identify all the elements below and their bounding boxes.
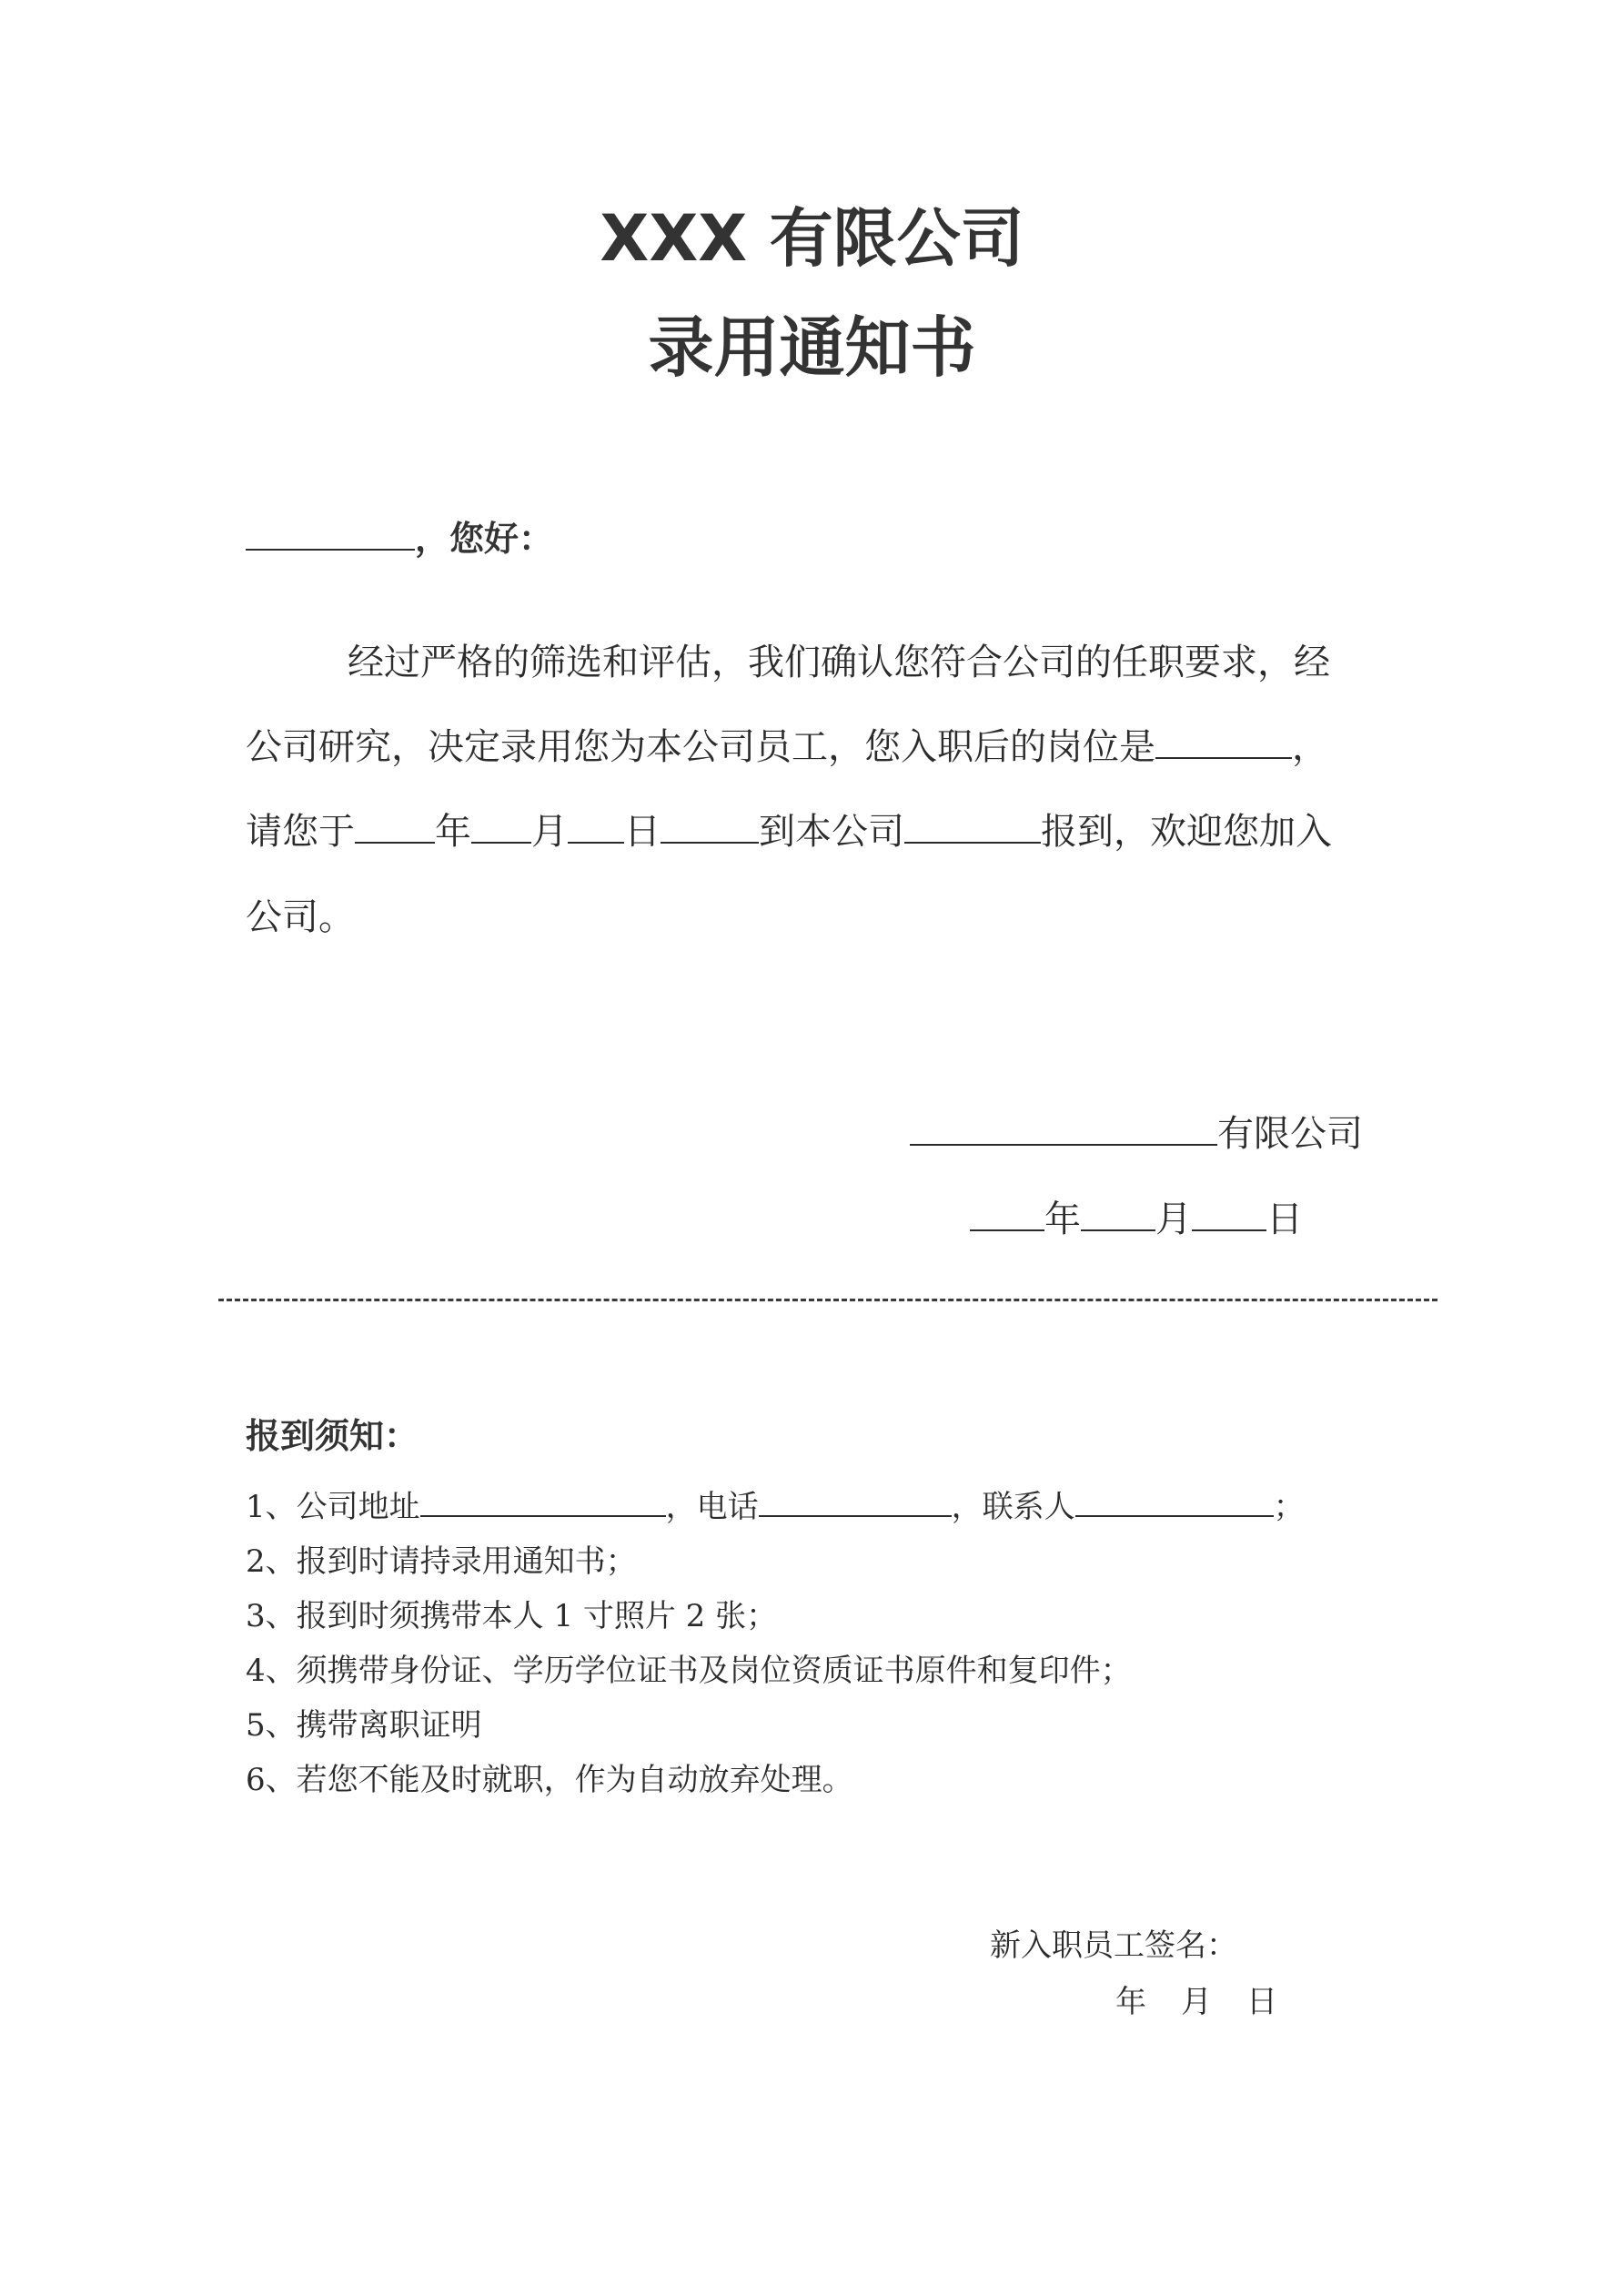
phone-label: ，电话 (665, 1489, 759, 1525)
report-time-blank (661, 807, 759, 844)
body-line-2 (246, 722, 1328, 773)
cut-divider (218, 1299, 1437, 1301)
notice-item-3: 3、报到时须携带本人 1 寸照片 2 张； (246, 1598, 778, 1634)
body-line-4: 公司。 (246, 896, 355, 938)
greeting (246, 514, 553, 562)
employee-signature-date (1115, 1980, 1277, 2024)
body-line-3-mid: 到本公司 (759, 811, 904, 853)
employee-day-label: 日 (1246, 1984, 1277, 2020)
company-name-blank (910, 1109, 1217, 1146)
sign-year-blank (970, 1195, 1044, 1231)
body-line-2-end: ， (1292, 726, 1328, 768)
employee-month-label: 月 (1181, 1984, 1212, 2020)
position-blank (1155, 723, 1292, 759)
address-blank (420, 1486, 666, 1517)
notice-item-5: 5、携带离职证明 (246, 1707, 482, 1744)
body-line-3 (246, 806, 1332, 857)
sign-day-blank (1192, 1195, 1266, 1231)
item1-end: ； (1273, 1489, 1305, 1525)
notice-item-2: 2、报到时请持录用通知书； (246, 1543, 637, 1580)
report-month-blank (471, 807, 531, 844)
body-line-1: 经过严格的筛选和评估，我们确认您符合公司的任职要求，经 (348, 642, 1330, 683)
signature-date (970, 1194, 1303, 1245)
sign-day-label: 日 (1266, 1199, 1303, 1240)
address-label: 1、公司地址 (246, 1489, 420, 1525)
body-line-3-end: 报到，欢迎您加入 (1041, 811, 1332, 853)
report-year-blank (355, 807, 435, 844)
report-day-label: 日 (624, 811, 661, 853)
sign-month-blank (1081, 1195, 1155, 1231)
company-signature-line (910, 1108, 1363, 1159)
phone-blank (759, 1486, 952, 1517)
employee-signature-label: 新入职员工签名： (990, 1927, 1237, 1964)
sign-year-label: 年 (1044, 1199, 1081, 1240)
report-day-blank (568, 807, 624, 844)
report-dept-blank (904, 807, 1041, 844)
contact-label: ，联系人 (951, 1489, 1075, 1525)
notice-item-1 (246, 1485, 1305, 1529)
report-month-label: 月 (531, 811, 568, 853)
sign-month-label: 月 (1155, 1199, 1192, 1240)
company-suffix: 有限公司 (1217, 1113, 1363, 1155)
greeting-text: ，您好： (415, 519, 554, 559)
document-title: 录用通知书 (648, 309, 976, 386)
notice-item-4: 4、须携带身份证、学历学位证书及岗位资质证书原件和复印件； (246, 1653, 1132, 1689)
company-title: XXX 有限公司 (600, 201, 1024, 276)
notice-item-6: 6、若您不能及时就职，作为自动放弃处理。 (246, 1762, 853, 1798)
body-line-2-text: 公司研究，决定录用您为本公司员工，您入职后的岗位是 (246, 726, 1155, 768)
contact-blank (1075, 1486, 1274, 1517)
report-year-label: 年 (435, 811, 471, 853)
name-blank (246, 514, 415, 551)
employee-year-label: 年 (1115, 1984, 1146, 2020)
body-line-3-start: 请您于 (246, 811, 355, 853)
notice-title: 报到须知： (246, 1416, 419, 1456)
